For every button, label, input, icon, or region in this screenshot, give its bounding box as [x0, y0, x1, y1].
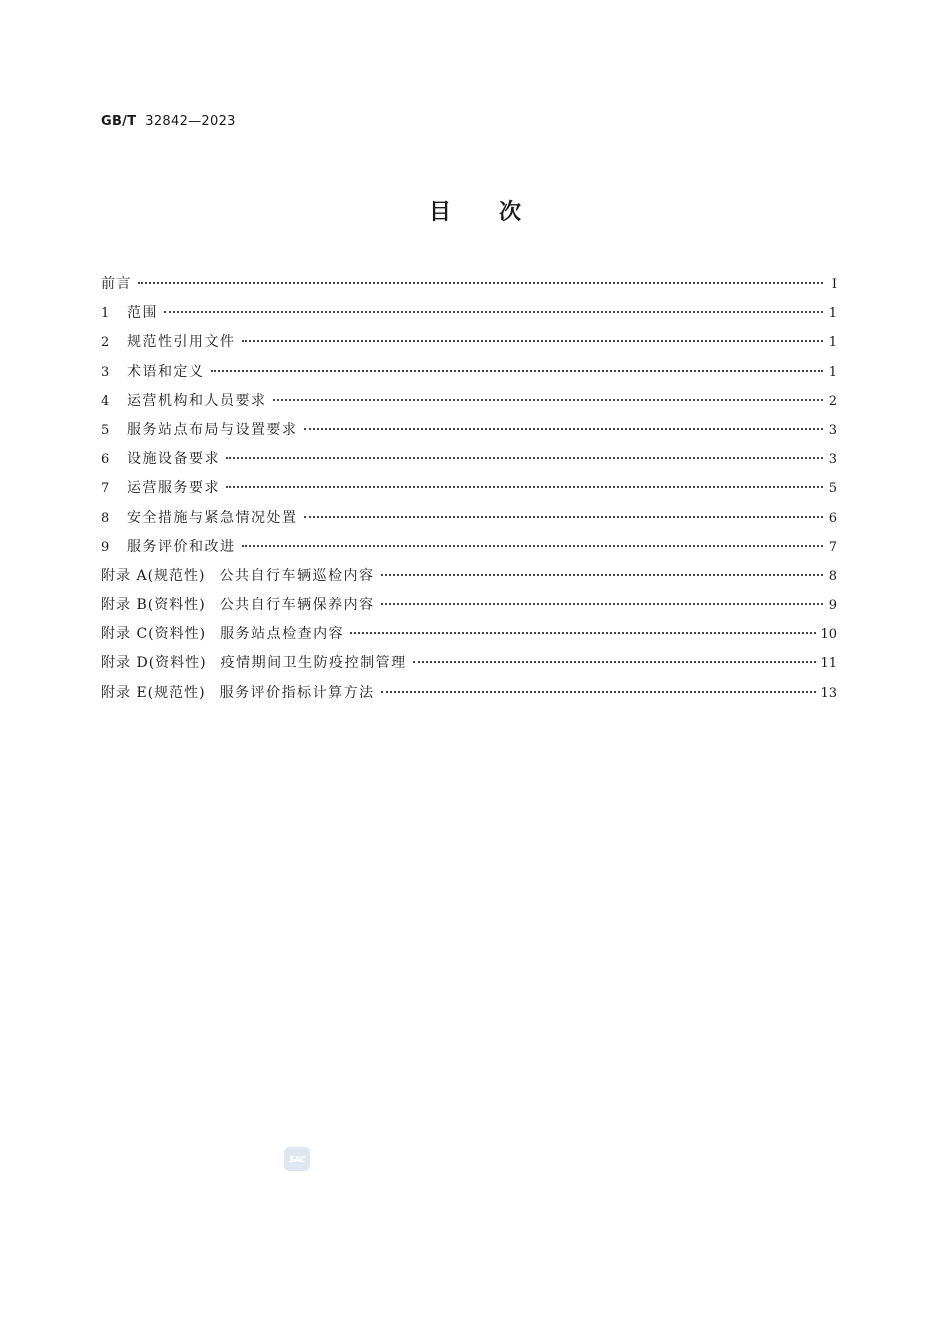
page-title: 目次 — [428, 200, 569, 225]
toc-entry-4[interactable] — [101, 391, 837, 420]
toc-entry-number: 8 — [101, 510, 110, 526]
toc-entry-label: 运营服务要求 — [127, 480, 220, 497]
toc-entry-page: 5 — [828, 481, 837, 497]
toc-entry-number: 2 — [101, 335, 110, 351]
toc-entry-label: 疫情期间卫生防疫控制管理 — [220, 655, 407, 672]
toc-entry-page: 1 — [828, 306, 837, 322]
sac-watermark-logo: SAC — [284, 1147, 310, 1171]
appendix-type: (规范性) — [147, 567, 206, 584]
dot-leader — [381, 691, 817, 693]
toc-entry-label: 范围 — [127, 305, 158, 322]
toc-appendix-c[interactable] — [101, 624, 837, 653]
dot-leader — [350, 632, 816, 634]
dot-leader — [242, 340, 824, 342]
toc-entry-page: 11 — [820, 656, 837, 672]
toc-entry-number: 7 — [101, 481, 110, 497]
toc-appendix-d[interactable] — [101, 653, 837, 682]
dot-leader — [211, 370, 824, 372]
toc-entry-label: 服务站点布局与设置要求 — [127, 421, 298, 438]
toc-entry-number: 1 — [101, 306, 110, 322]
toc-entry-label: 术语和定义 — [127, 363, 205, 380]
appendix-type: (资料性) — [147, 597, 206, 614]
toc-entry-foreword[interactable] — [101, 274, 837, 303]
toc-entry-number: 5 — [101, 422, 110, 438]
appendix-prefix: 附录 A — [101, 567, 148, 584]
toc-entry-page: Ⅰ — [831, 277, 837, 292]
toc-entry-label: 运营机构和人员要求 — [127, 392, 267, 409]
toc-entry-9[interactable] — [101, 537, 837, 566]
dot-leader — [304, 428, 824, 430]
dot-leader — [381, 603, 823, 605]
toc-entry-label: 服务站点检查内容 — [220, 626, 345, 643]
toc-appendix-b[interactable] — [101, 595, 837, 624]
toc-entry-8[interactable] — [101, 508, 837, 537]
toc-entry-label: 安全措施与紧急情况处置 — [127, 509, 298, 526]
toc-entry-page: 3 — [828, 422, 837, 438]
toc-entry-number: 3 — [101, 364, 110, 380]
toc-entry-page: 9 — [828, 598, 837, 614]
appendix-prefix: 附录 E — [101, 684, 148, 701]
toc-entry-number: 4 — [101, 393, 110, 409]
toc-entry-label: 服务评价指标计算方法 — [219, 684, 375, 701]
dot-leader — [304, 516, 824, 518]
toc-entry-label: 公共自行车辆保养内容 — [219, 597, 375, 614]
standard-code — [101, 114, 236, 129]
toc-entry-page: 2 — [828, 393, 837, 409]
toc-entry-page: 1 — [828, 364, 837, 380]
toc-entry-page: 6 — [828, 510, 837, 526]
table-of-contents — [101, 274, 837, 712]
toc-entry-page: 10 — [820, 627, 837, 643]
appendix-prefix: 附录 D — [101, 655, 149, 672]
toc-entry-3[interactable] — [101, 362, 837, 391]
dot-leader — [242, 545, 824, 547]
toc-entry-label: 前言 — [101, 276, 132, 292]
standard-number: 32842—2023 — [145, 114, 236, 129]
dot-leader — [381, 574, 824, 576]
toc-entry-number: 9 — [101, 539, 110, 555]
toc-entry-7[interactable] — [101, 478, 837, 507]
appendix-prefix: 附录 C — [101, 626, 149, 643]
toc-entry-6[interactable] — [101, 449, 837, 478]
dot-leader — [413, 661, 817, 663]
toc-entry-page: 8 — [828, 568, 837, 584]
dot-leader — [273, 399, 824, 401]
dot-leader — [226, 486, 823, 488]
dot-leader — [164, 311, 823, 313]
appendix-type: (资料性) — [148, 655, 207, 672]
toc-entry-page: 13 — [820, 685, 837, 701]
toc-entry-label: 设施设备要求 — [127, 451, 220, 468]
toc-appendix-a[interactable] — [101, 566, 837, 595]
toc-entry-label: 服务评价和改进 — [127, 538, 236, 555]
standard-prefix: GB/T — [101, 114, 137, 129]
toc-entry-5[interactable] — [101, 420, 837, 449]
toc-entry-label: 规范性引用文件 — [127, 334, 236, 351]
appendix-type: (资料性) — [148, 626, 207, 643]
dot-leader — [138, 282, 823, 284]
toc-entry-page: 7 — [828, 539, 837, 555]
dot-leader — [226, 457, 823, 459]
toc-entry-number: 6 — [101, 452, 110, 468]
toc-entry-2[interactable] — [101, 332, 837, 361]
toc-entry-page: 3 — [828, 452, 837, 468]
appendix-type: (规范性) — [147, 684, 206, 701]
appendix-prefix: 附录 B — [101, 597, 148, 614]
toc-entry-1[interactable] — [101, 303, 837, 332]
toc-entry-label: 公共自行车辆巡检内容 — [219, 567, 375, 584]
toc-entry-page: 1 — [828, 335, 837, 351]
toc-appendix-e[interactable] — [101, 683, 837, 712]
